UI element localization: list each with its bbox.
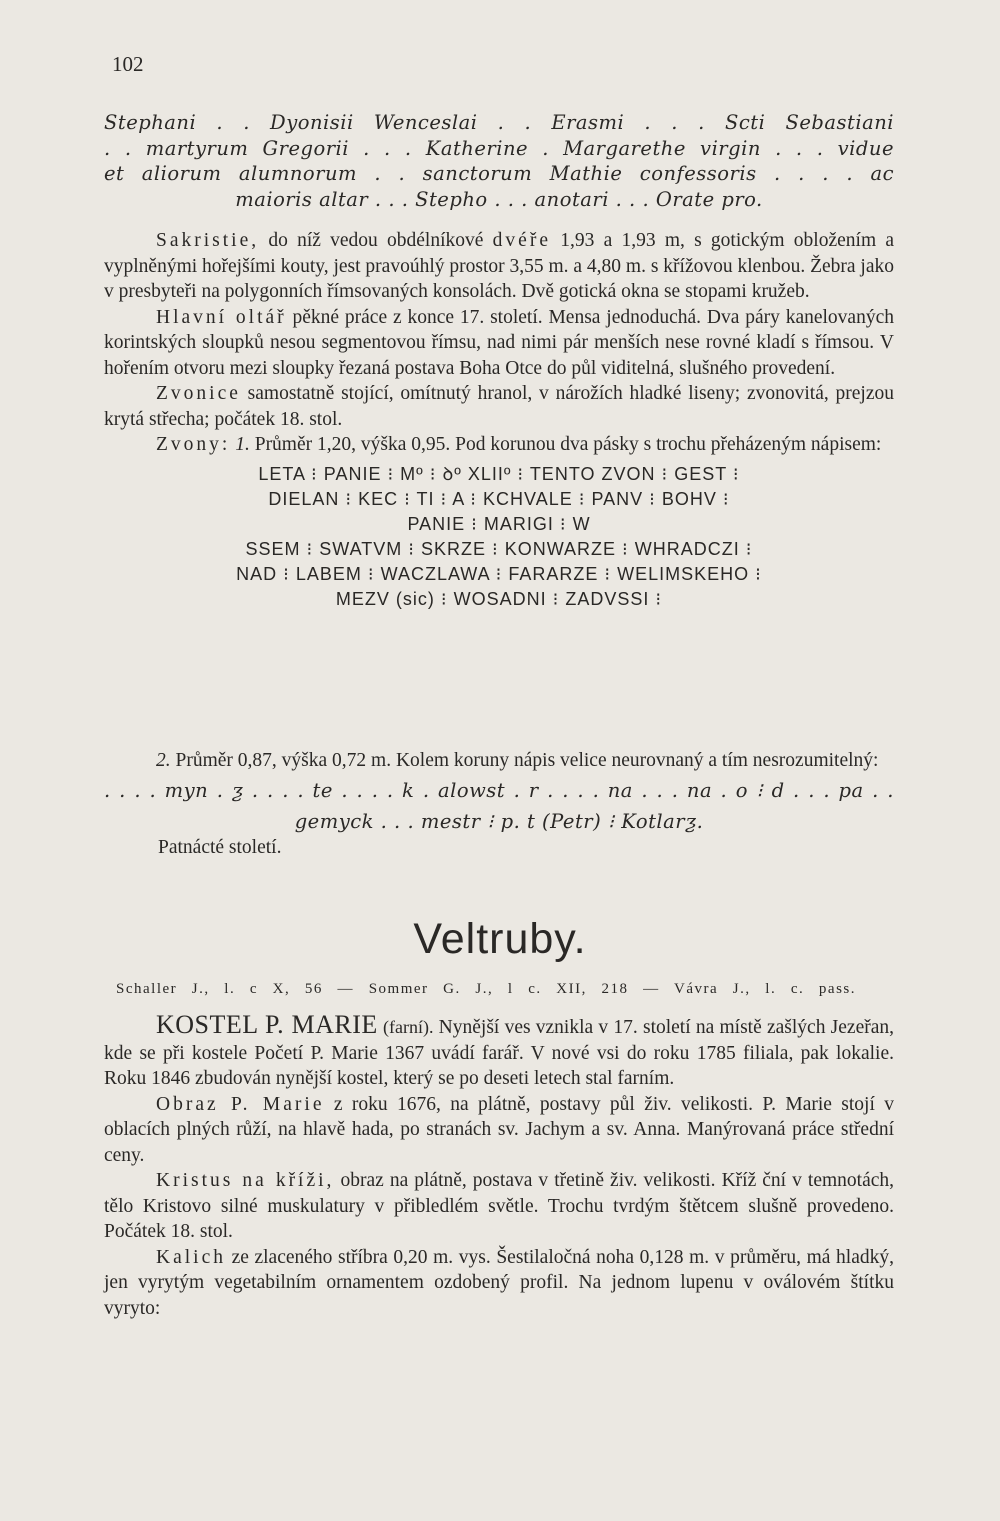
bell2-paragraph: 2. Průměr 0,87, výška 0,72 m. Kolem koruny nápis velice neurovnaný a tím nesrozumitelný: [156,750,879,771]
inscription-line: LETA ⁝ PANIE ⁝ Mº ⁝ ꝺº XLIIº ⁝ TENTO ZVON ⁝ GEST ⁝ [258,463,740,484]
section-heading: Veltruby. [413,915,587,963]
century-note: Patnácté století. [158,836,282,858]
obraz-lead: Obraz P. Marie [156,1093,325,1115]
kalich-paragraph: Kalich ze zlaceného stříbra 0,20 m. vys. Šestilaločná noha 0,128 m. v průměru, má hladký, jen vyrytým vegetabilním ornamentem ozdobený profil. Na jednom lupenu v oválovém štítku vyryto: [104,1246,894,1319]
church-description [104,228,894,612]
zvonice-paragraph: Zvonice samostatně stojící, omítnutý hranol, v nárožích hladké liseny; zvonovitá, prejzou krytá střecha; počátek 18. stol. [104,383,894,430]
kostel-paragraph: KOSTEL P. MARIE (farní). Nynější ves vznikla v 17. století na místě zašlých Jezeřan, kde se při kostele Početí P. Marie 1367 uvádí farář. V nové vsi do roku 1785 filiala, pak lokalie. Roku 1846 zbudován nynější kostel, který se po deseti letech stal farním. [104,1010,894,1089]
page-number: 102 [112,52,144,76]
sakristie-paragraph: Sakristie, do níž vedou obdélníkové dvéře 1,93 a 1,93 m, s gotickým obložením a vyplněnými hořejšími kouty, jest pravoúhlý prostor 3,55 m. a 4,80 m. s křížovou klenbou. Žebra jako v presbyteři na polygonních římsovaných konsolách. Dvě gotická okna se stopami kružeb. [104,230,895,302]
zvonice-lead: Zvonice [156,383,241,404]
veltruby-description [104,1012,894,1321]
kristus-paragraph: Kristus na kříži, obraz na plátně, postava v třetině živ. velikosti. Kříž ční v temnotách, tělo Kristovo silné muskulatury v přibledlém světle. Trochu tvrdým štětcem slušně provedeno. Počátek 18. stol. [104,1170,895,1242]
inscription-line: PANIE ⁝ MARIGI ⁝ W [407,513,591,534]
zvony-paragraph: Zvony: 1. Průměr 1,20, výška 0,95. Pod korunou dva pásky s trochu přeházeným nápisem: [156,434,882,455]
sakristie-lead: Sakristie, [156,230,260,251]
oltar-lead: Hlavní oltář [156,306,287,328]
oltar-paragraph: Hlavní oltář pěkné práce z konce 17. století. Mensa jednoduchá. Dva páry kanelovaných korintských sloupků nesou segmentovou římsu, nad nimi pár menších nese rovné kladí s římsou. V hořením otvoru mezi sloupky řezaná postava Boha Otce do půl viditelná, slušného provedení. [104,306,894,379]
zvony-lead: Zvony: [156,434,231,455]
sources-line: Schaller J., l. c X, 56 — Sommer G. J., l c. XII, 218 — Vávra J., l. c. pass. [116,981,856,997]
gothic-inscription-line: gemyck . . . mestr ⁝ p. t (Petr) ⁝ Kotlarƺ. [294,810,704,833]
latin-line: Stephani . . Dyonisii Wenceslai . . Erasmi . . . Scti Sebastiani [104,111,894,134]
obraz-paragraph: Obraz P. Marie z roku 1676, na plátně, postavy půl živ. velikosti. P. Marie stojí v oblacích plných růží, na hlavě hada, po stranách sv. Jachym a sv. Anna. Manýrovaná práce střední ceny. [104,1093,894,1166]
gothic-inscription-line: . . . . myn . ƺ . . . . te . . . . k . alowst . r . . . . na . . . na . o ⁝ d . . . pa . . [104,778,894,802]
bell-two-section [104,748,894,860]
latin-inscription [104,110,894,212]
latin-line: maioris altar . . . Stepho . . . anotari . . . Orate pro. [235,187,763,211]
latin-line: . . martyrum Gregorii . . . Katherine . Margarethe virgin . . . vidue [104,136,894,160]
bell-inscription [104,462,894,612]
kristus-lead: Kristus na kříži, [156,1170,335,1191]
inscription-line: NAD ⁝ LABEM ⁝ WACZLAWA ⁝ FARARZE ⁝ WELIMSKEHO ⁝ [236,563,762,584]
inscription-line: SSEM ⁝ SWATVM ⁝ SKRZE ⁝ KONWARZE ⁝ WHRADCZI ⁝ [245,538,753,559]
inscription-line: MEZV (sic) ⁝ WOSADNI ⁝ ZADVSSI ⁝ [335,588,663,609]
latin-line: et aliorum alumnorum . . sanctorum Mathie confessoris . . . . ac [104,162,894,185]
kalich-lead: Kalich [156,1246,226,1268]
inscription-line: DIELAN ⁝ KEC ⁝ TI ⁝ A ⁝ KCHVALE ⁝ PANV ⁝ BOHV ⁝ [268,488,730,509]
kostel-lead: KOSTEL P. MARIE [156,1010,378,1039]
